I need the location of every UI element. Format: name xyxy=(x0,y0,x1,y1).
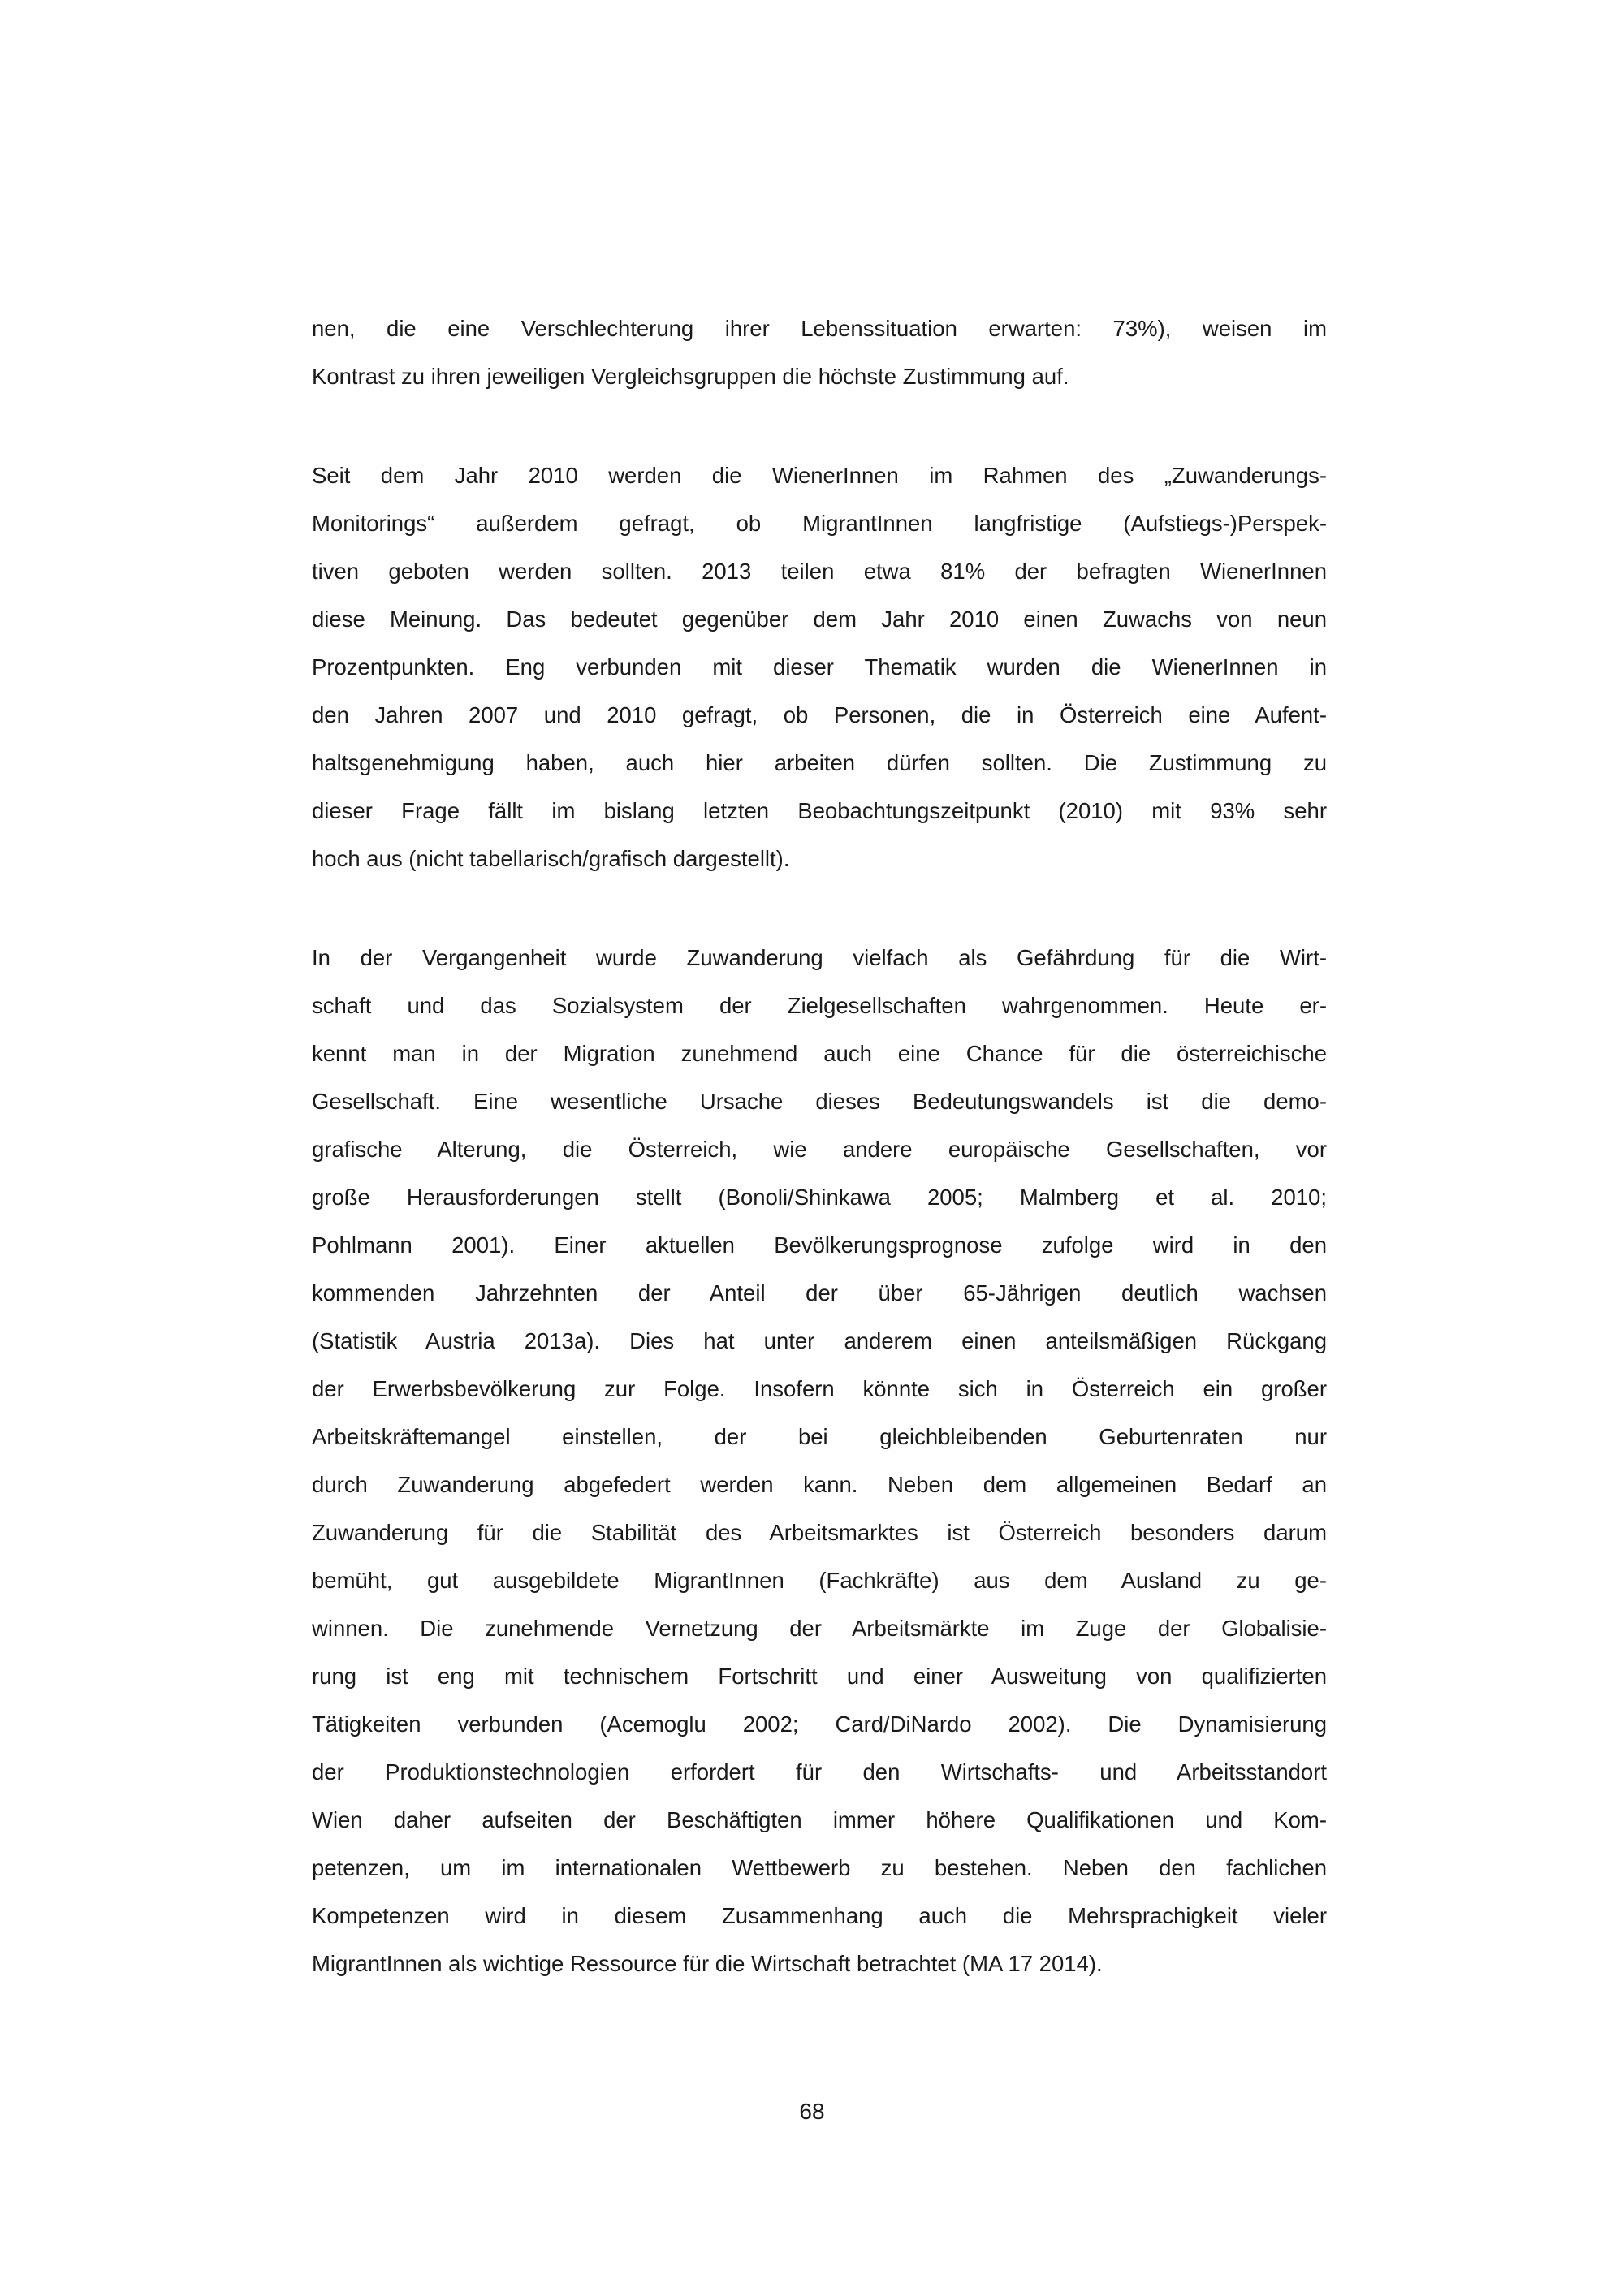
text-line: Kompetenzen wird in diesem Zusammenhang auch die Mehrsprachigkeit vieler xyxy=(312,1903,1327,1928)
paragraph xyxy=(312,451,1327,883)
text-line: winnen. Die zunehmende Vernetzung der Arbeitsmärkte im Zuge der Globalisie- xyxy=(312,1616,1327,1641)
text-line: bemüht, gut ausgebildete MigrantInnen (Fachkräfte) aus dem Ausland zu ge- xyxy=(312,1568,1327,1593)
text-line: Gesellschaft. Eine wesentliche Ursache dieses Bedeutungswandels ist die demo- xyxy=(312,1089,1327,1114)
text-line: nen, die eine Verschlechterung ihrer Lebenssituation erwarten: 73%), weisen im xyxy=(312,316,1327,341)
text-line: (Statistik Austria 2013a). Dies hat unter anderem einen anteilsmäßigen Rückgang xyxy=(312,1328,1327,1353)
text-line: Zuwanderung für die Stabilität des Arbeitsmarktes ist Österreich besonders darum xyxy=(312,1520,1327,1545)
text-line: rung ist eng mit technischem Fortschritt und einer Ausweitung von qualifizierten xyxy=(312,1664,1327,1689)
text-line: den Jahren 2007 und 2010 gefragt, ob Personen, die in Österreich eine Aufent- xyxy=(312,702,1327,727)
text-line: tiven geboten werden sollten. 2013 teilen etwa 81% der befragten WienerInnen xyxy=(312,559,1327,584)
text-line: durch Zuwanderung abgefedert werden kann. Neben dem allgemeinen Bedarf an xyxy=(312,1472,1327,1497)
text-line: kennt man in der Migration zunehmend auch eine Chance für die österreichische xyxy=(312,1041,1327,1066)
text-line: Tätigkeiten verbunden (Acemoglu 2002; Card/DiNardo 2002). Die Dynamisierung xyxy=(312,1711,1327,1737)
text-line: Monitorings“ außerdem gefragt, ob MigrantInnen langfristige (Aufstiegs-)Perspek- xyxy=(312,511,1327,536)
text-line: der Produktionstechnologien erfordert für den Wirtschafts- und Arbeitsstandort xyxy=(312,1759,1327,1785)
text-line: grafische Alterung, die Österreich, wie andere europäische Gesellschaften, vor xyxy=(312,1137,1327,1162)
text-line: schaft und das Sozialsystem der Zielgesellschaften wahrgenommen. Heute er- xyxy=(312,993,1327,1018)
page-number: 68 xyxy=(799,2099,825,2124)
body-text xyxy=(312,304,1327,2039)
text-line: dieser Frage fällt im bislang letzten Beobachtungszeitpunkt (2010) mit 93% sehr xyxy=(312,798,1327,823)
text-line: haltsgenehmigung haben, auch hier arbeiten dürfen sollten. Die Zustimmung zu xyxy=(312,750,1327,775)
paragraph xyxy=(312,934,1327,1987)
text-line: petenzen, um im internationalen Wettbewerb zu bestehen. Neben den fachlichen xyxy=(312,1855,1327,1880)
paragraph xyxy=(312,304,1327,400)
text-line: In der Vergangenheit wurde Zuwanderung vielfach als Gefährdung für die Wirt- xyxy=(312,945,1327,970)
text-line: der Erwerbsbevölkerung zur Folge. Insofern könnte sich in Österreich ein großer xyxy=(312,1376,1327,1401)
text-line: Wien daher aufseiten der Beschäftigten immer höhere Qualifikationen und Kom- xyxy=(312,1807,1327,1832)
text-line: Seit dem Jahr 2010 werden die WienerInnen im Rahmen des „Zuwanderungs- xyxy=(312,463,1327,488)
text-line: kommenden Jahrzehnten der Anteil der über 65-Jährigen deutlich wachsen xyxy=(312,1280,1327,1306)
text-line: Arbeitskräftemangel einstellen, der bei gleichbleibenden Geburtenraten nur xyxy=(312,1424,1327,1449)
text-line: große Herausforderungen stellt (Bonoli/Shinkawa 2005; Malmberg et al. 2010; xyxy=(312,1185,1327,1210)
text-line: Pohlmann 2001). Einer aktuellen Bevölkerungsprognose zufolge wird in den xyxy=(312,1232,1327,1258)
text-line: hoch aus (nicht tabellarisch/grafisch dargestellt). xyxy=(312,846,790,871)
text-line: Kontrast zu ihren jeweiligen Vergleichsgruppen die höchste Zustimmung auf. xyxy=(312,364,1069,389)
text-line: Prozentpunkten. Eng verbunden mit dieser Thematik wurden die WienerInnen in xyxy=(312,654,1327,680)
text-line: MigrantInnen als wichtige Ressource für die Wirtschaft betrachtet (MA 17 2014). xyxy=(312,1951,1103,1976)
text-line: diese Meinung. Das bedeutet gegenüber dem Jahr 2010 einen Zuwachs von neun xyxy=(312,606,1327,632)
